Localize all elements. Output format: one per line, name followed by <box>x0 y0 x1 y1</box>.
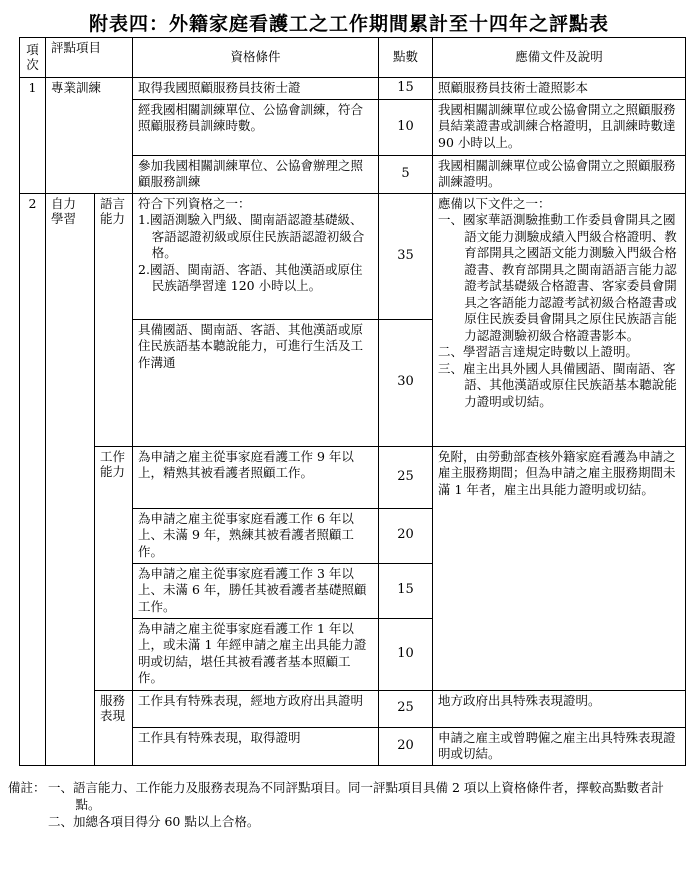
table-row <box>20 446 686 508</box>
documents-cell <box>433 193 686 446</box>
table-row <box>20 78 686 100</box>
qualification-option: 2.國語、閩南語、客語、其他漢語或原住民族語學習達 120 小時以上。 <box>138 261 363 293</box>
table-row <box>20 193 686 319</box>
documents-cell: 照顧服務員技術士證照影本 <box>433 78 686 100</box>
table-row <box>20 690 686 727</box>
qualification-cell: 為申請之雇主從事家庭看護工作 6 年以上、未滿 9 年，熟練其被看護者照顧工作。 <box>133 508 379 563</box>
qualification-cell: 參加我國相關訓練單位、公協會辦理之照顧服務訓練 <box>133 155 379 193</box>
points-cell: 10 <box>379 618 433 690</box>
qualification-cell: 具備國語、閩南語、客語、其他漢語或原住民族語基本聽說能力，可進行生活及工作溝通 <box>133 319 379 446</box>
note-row <box>8 813 688 830</box>
item-number: 2 <box>20 193 46 765</box>
documents-cell: 免附，由勞動部查核外籍家庭看護為申請之雇主服務期間；但為申請之雇主服務期間未滿 1 年者，雇主出具能力證明或切結。 <box>433 446 686 690</box>
documents-cell: 我國相關訓練單位或公協會開立之照顧服務訓練證明。 <box>433 155 686 193</box>
header-qualification: 資格條件 <box>133 38 379 78</box>
note-text: 二、加總各項目得分 60 點以上合格。 <box>48 814 260 829</box>
page-title: 附表四：外籍家庭看護工之工作期間累計至十四年之評點表 <box>88 13 609 35</box>
qualification-cell: 工作具有特殊表現，取得證明 <box>133 727 379 765</box>
qualification-cell: 為申請之雇主從事家庭看護工作 1 年以上，或未滿 1 年經申請之雇主出具能力證明或切結，堪任其被看護者基本照顧工作。 <box>133 618 379 690</box>
scoring-item-label: 專業訓練 <box>46 78 133 194</box>
points-cell: 20 <box>379 508 433 563</box>
qualification-cell: 取得我國照顧服務員技術士證 <box>133 78 379 100</box>
documents-option: 二、學習語言達規定時數以上證明。 <box>438 344 639 359</box>
sub-item-label: 語言能力 <box>95 193 133 446</box>
sub-item-label: 工作能力 <box>95 446 133 690</box>
notes-section <box>8 779 688 830</box>
points-cell: 25 <box>379 446 433 508</box>
points-cell: 5 <box>379 155 433 193</box>
note-row <box>8 779 688 813</box>
documents-option: 三、雇主出具外國人具備國語、閩南語、客語、其他漢語或原住民族語基本聽說能力證明或切結。 <box>438 360 677 409</box>
qualification-cell <box>133 193 379 319</box>
documents-intro: 應備以下文件之一： <box>438 195 551 211</box>
qualification-cell: 為申請之雇主從事家庭看護工作 3 年以上、未滿 6 年，勝任其被看護者基礎照顧工作。 <box>133 563 379 618</box>
scoring-table <box>19 37 686 766</box>
header-documents: 應備文件及說明 <box>433 38 686 78</box>
qualification-cell: 經我國相關訓練單位、公協會訓練，符合照顧服務員訓練時數。 <box>133 99 379 155</box>
points-cell: 20 <box>379 727 433 765</box>
points-cell: 25 <box>379 690 433 727</box>
qualification-option: 1.國語測驗入門級、閩南語認證基礎級、客語認證初級或原住民族語認證初級合格。 <box>138 212 365 260</box>
header-points: 點數 <box>379 38 433 78</box>
points-cell: 35 <box>379 193 433 319</box>
notes-label: 備註： <box>8 780 46 795</box>
documents-cell: 地方政府出具特殊表現證明。 <box>433 690 686 727</box>
note-text: 一、語言能力、工作能力及服務表現為不同評點項目。同一評點項目具備 2 項以上資格條件者，擇較高點數者計點。 <box>48 780 664 812</box>
sub-item-label: 服務表現 <box>95 690 133 765</box>
qualification-cell: 工作具有特殊表現，經地方政府出具證明 <box>133 690 379 727</box>
qualification-intro: 符合下列資格之一： <box>138 195 251 211</box>
documents-option: 一、國家華語測驗推動工作委員會開具之國語文能力測驗成績入門級合格證明、教育部開具之國語文能力測驗入門級合格證書、教育部開具之閩南語語言能力認證考試基礎級合格證書、客家委員會開具之客語能力認證考試初級合格證書或原住民族委員會開具之原住民族語言能力認證測驗初級合格證書影本。 <box>438 212 677 343</box>
header-item-no: 項次 <box>20 38 46 78</box>
documents-cell: 我國相關訓練單位或公協會開立之照顧服務員結業證書或訓練合格證明，且訓練時數達 90 小時以上。 <box>433 99 686 155</box>
qualification-cell: 為申請之雇主從事家庭看護工作 9 年以上，精熟其被看護者照顧工作。 <box>133 446 379 508</box>
item-number: 1 <box>20 78 46 194</box>
points-cell: 10 <box>379 99 433 155</box>
points-cell: 30 <box>379 319 433 446</box>
header-scoring-item: 評點項目 <box>46 38 133 78</box>
scoring-item-label: 自力學習 <box>46 193 95 765</box>
documents-cell: 申請之雇主或曾聘僱之雇主出具特殊表現證明或切結。 <box>433 727 686 765</box>
table-header-row <box>20 38 686 78</box>
points-cell: 15 <box>379 78 433 100</box>
points-cell: 15 <box>379 563 433 618</box>
